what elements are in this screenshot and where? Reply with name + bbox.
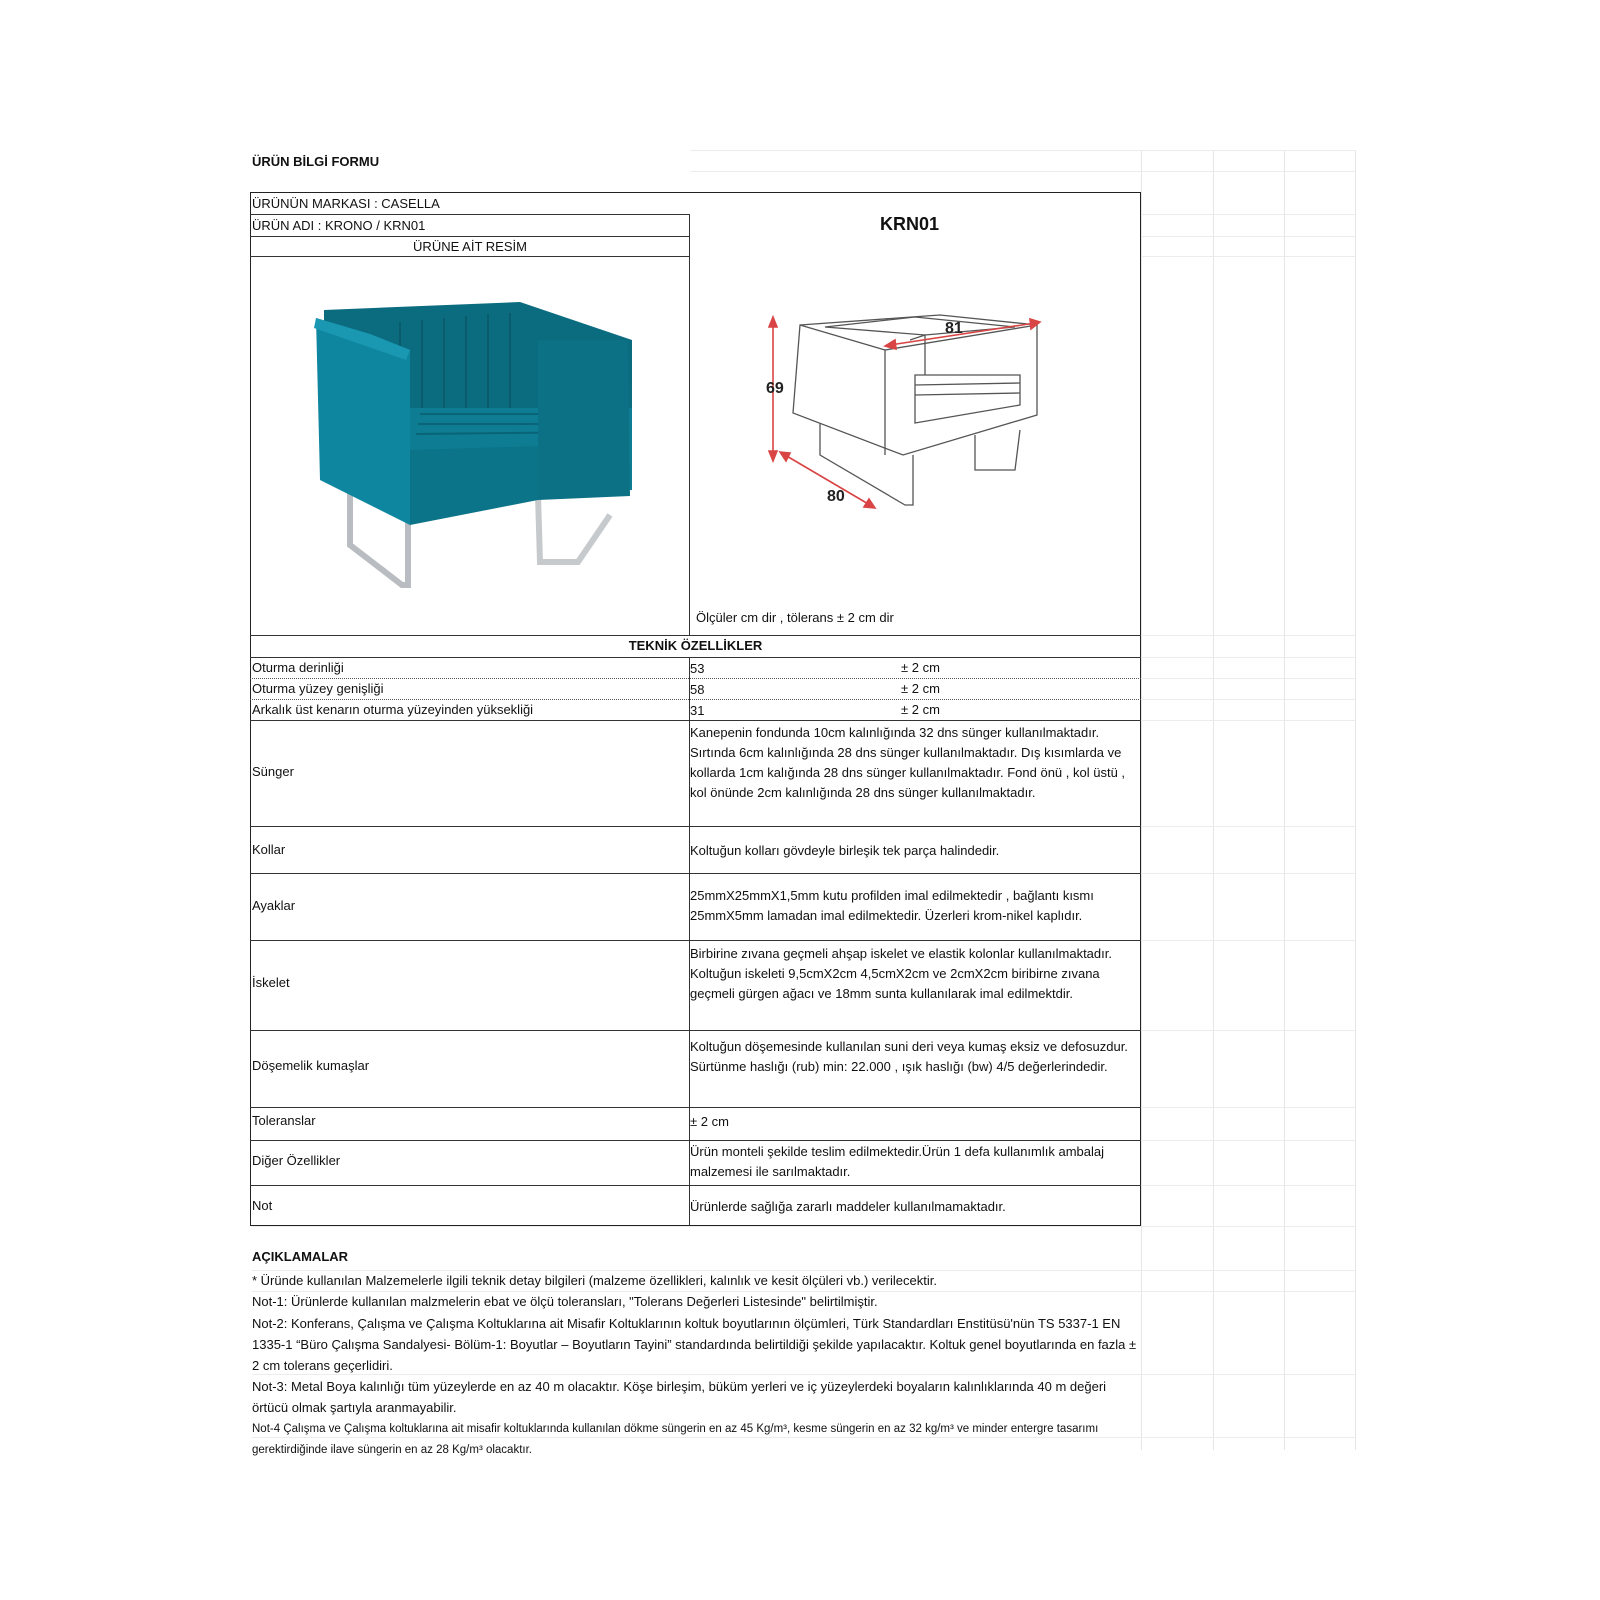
form-title: ÜRÜN BİLGİ FORMU	[252, 154, 380, 169]
grid-row-line	[1141, 826, 1355, 827]
row-border	[250, 256, 690, 257]
model-code: KRN01	[880, 214, 940, 234]
image-caption: ÜRÜNE AİT RESİM	[413, 239, 527, 254]
grid-column-line	[1284, 150, 1285, 1450]
grid-row-line	[1141, 678, 1355, 679]
grid-column-line	[1355, 150, 1356, 1450]
grid-row-line	[1141, 657, 1355, 658]
row-border	[250, 214, 690, 215]
note-line: Not-2: Konferans, Çalışma ve Çalışma Koltuklarına ait Misafir Koltuklarının koltuk boyutlarının ölçümleri, Türk Standardları Enstitüsü'nün TS 5337-1 EN 1335-1 “Büro Çalışma Sandalyesi- Bölüm-1: Boyutlar – Boyutların Tayini” standardında belirtildiği şekilde yapılacaktır. Koltuk genel boyutlarında en fazla ± 2 cm tolerans geçerlidiri.	[252, 1316, 1137, 1373]
brand-line: ÜRÜNÜN MARKASI : CASELLA	[252, 196, 440, 211]
grid-column-line	[1213, 150, 1214, 1450]
measure-value: 53	[690, 661, 705, 676]
measure-label: Oturma derinliği	[252, 660, 344, 675]
measure-tolerance: ± 2 cm	[901, 681, 940, 696]
row-border	[250, 1030, 1141, 1031]
row-border	[250, 1185, 1141, 1186]
spec-text: Koltuğun kolları gövdeyle birleşik tek parça halindedir.	[690, 843, 1000, 858]
row-border	[250, 873, 1141, 874]
column-divider	[689, 214, 690, 636]
row-border	[250, 1107, 1141, 1108]
spec-text: Birbirine zıvana geçmeli ahşap iskelet ve elastik kolonlar kullanılmaktadır. Koltuğun iskeleti 9,5cmX2cm 4,5cmX2cm ve 2cmX2cm biribirne zıvana geçmeli gürgen ağacı ve 18mm sunta kullanılarak imal edilmektdir.	[690, 946, 1112, 1001]
seat-front	[410, 446, 538, 525]
row-border	[250, 940, 1141, 941]
dimension-arrows	[769, 317, 1040, 508]
grid-row-line	[1141, 720, 1355, 721]
row-border	[250, 699, 1141, 700]
grid-row-line	[252, 1226, 1355, 1227]
row-border	[250, 657, 1141, 658]
dimension-drawing	[765, 305, 1065, 530]
grid-row-line	[1141, 214, 1355, 215]
grid-row-line	[1141, 635, 1355, 636]
note-line: Not-4 Çalışma ve Çalışma koltuklarına ait misafir koltuklarında kullanılan dökme süngerin en az 45 Kg/m³, kesme süngerin en az 32 kg/m³ ve minder entergre tasarımı gerektirdiğinde ilave süngerin en az 28 Kg/m³ olacaktır.	[252, 1423, 1099, 1456]
row-border	[250, 826, 1141, 827]
spec-label: Kollar	[252, 842, 286, 857]
product-name-line: ÜRÜN ADI : KRONO / KRN01	[252, 218, 426, 233]
note-line: * Üründe kullanılan Malzemelerle ilgili teknik detay bilgileri (malzeme özellikleri, kalınlık ve kesit ölçüleri vb.) verilecektir.	[252, 1273, 937, 1288]
measure-label: Arkalık üst kenarın oturma yüzeyinden yüksekliği	[252, 702, 534, 717]
measure-value: 31	[690, 703, 705, 718]
grid-row-line	[1141, 256, 1355, 257]
chair-outline	[793, 315, 1037, 505]
spec-label: İskelet	[252, 975, 290, 990]
spec-label: Sünger	[252, 764, 294, 779]
row-border	[250, 635, 1141, 636]
height-dimension: 69	[766, 380, 784, 397]
grid-row-line	[690, 150, 1355, 151]
measure-tolerance: ± 2 cm	[901, 660, 940, 675]
grid-row-line	[1141, 236, 1355, 237]
row-border	[250, 720, 1141, 721]
grid-row-line	[690, 171, 1355, 172]
measure-value: 58	[690, 682, 705, 697]
chrome-leg	[538, 495, 610, 562]
grid-row-line	[1141, 873, 1355, 874]
notes-title: AÇIKLAMALAR	[252, 1249, 349, 1264]
row-border	[250, 678, 1141, 679]
spec-text: Kanepenin fondunda 10cm kalınlığında 32 dns sünger kullanılmaktadır. Sırtında 6cm kalınlığında 28 dns sünger kullanılmaktadır. Dış kısımlarda ve kollarda 1cm kalığında 28 dns sünger kullanılmaktadır. Fond önü , kol üstü , kol önünde 2cm kalınlığında 28 dns sünger kullanılmaktadır.	[690, 725, 1126, 800]
note-line: Not-3: Metal Boya kalınlığı tüm yüzeylerde en az 40 m olacaktır. Köşe birleşim, büküm yerleri ve iç yüzeylerdeki boyaların kalınlıklarında 40 m değeri örtücü olmak şartıyla aranmayabilir.	[252, 1379, 1107, 1415]
grid-row-line	[1141, 940, 1355, 941]
spec-label: Ayaklar	[252, 898, 296, 913]
right-arm	[538, 340, 630, 500]
grid-row-line	[1141, 699, 1355, 700]
tolerance-note: Ölçüler cm dir , tölerans ± 2 cm dir	[696, 610, 894, 625]
spec-text: Ürünlerde sağlığa zararlı maddeler kullanılmamaktadır.	[690, 1199, 1006, 1214]
grid-row-line	[1141, 1185, 1355, 1186]
row-border	[250, 1140, 1141, 1141]
spec-text: Ürün monteli şekilde teslim edilmektedir.Ürün 1 defa kullanımlık ambalaj malzemesi ile sarılmaktadır.	[690, 1144, 1105, 1179]
note-line: Not-1: Ürünlerde kullanılan malzmelerin ebat ve ölçü toleransları, "Tolerans Değerleri Listesinde" belirtilmiştir.	[252, 1294, 878, 1309]
width-dimension: 81	[945, 320, 963, 337]
spec-label: Not	[252, 1198, 273, 1213]
measure-label: Oturma yüzey genişliği	[252, 681, 384, 696]
grid-row-line	[1141, 1030, 1355, 1031]
spec-label: Döşemelik kumaşlar	[252, 1058, 370, 1073]
product-photo	[310, 300, 650, 590]
spec-text: 25mmX25mmX1,5mm kutu profilden imal edilmektedir , bağlantı kısmı 25mmX5mm lamadan imal edilmektedir. Üzerleri krom-nikel kaplıdır.	[690, 888, 1094, 923]
spec-label: Toleranslar	[252, 1113, 316, 1128]
grid-row-line	[1141, 1107, 1355, 1108]
spec-text: ± 2 cm	[690, 1114, 729, 1129]
specs-section-title: TEKNİK ÖZELLİKLER	[628, 638, 763, 653]
spec-text: Koltuğun döşemesinde kullanılan suni deri veya kumaş eksiz ve defosuzdur. Sürtünme haslığı (rub) min: 22.000 , ışık haslığı (bw) 4/5 değerlerindedir.	[690, 1039, 1128, 1074]
spec-label: Diğer Özellikler	[252, 1153, 341, 1168]
depth-dimension: 80	[827, 488, 845, 505]
grid-row-line	[1141, 1140, 1355, 1141]
measure-tolerance: ± 2 cm	[901, 702, 940, 717]
grid-column-line	[1141, 150, 1142, 1450]
